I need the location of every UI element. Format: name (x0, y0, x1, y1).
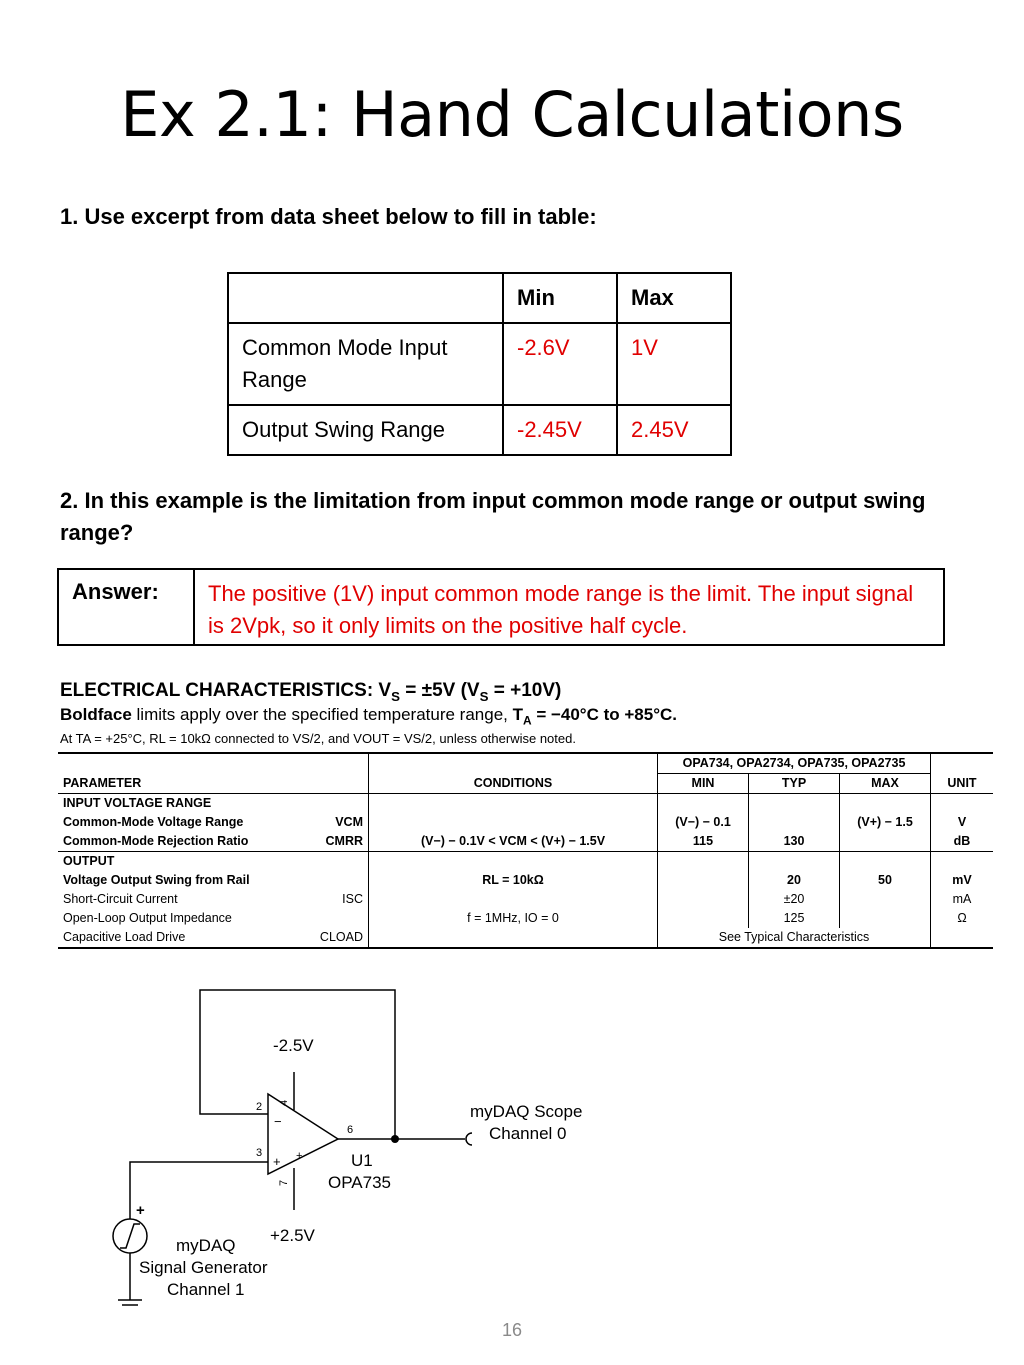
spec-section-input: INPUT VOLTAGE RANGE (58, 794, 993, 814)
row-max-value: 1V (617, 323, 731, 405)
generator-label-line2: Signal Generator (139, 1258, 268, 1277)
spec-row-cmrr: Common-Mode Rejection Ratio CMRR (V−) − 0.1V < VCM < (V+) − 1.5V 115 130 dB (58, 832, 993, 852)
answer-label: Answer: (59, 570, 195, 644)
spec-col-typ: TYP (749, 774, 840, 794)
spec-col-min: MIN (658, 774, 749, 794)
spec-row-isc: Short-Circuit Current ISC ±20 mA (58, 890, 993, 909)
question-2: 2. In this example is the limitation from input common mode range or output swing range? (60, 488, 926, 545)
pin4-label: 4 (278, 1099, 290, 1106)
scope-connector (466, 1133, 472, 1145)
inverting-input-sign: − (274, 1114, 282, 1129)
page-number: 16 (501, 1320, 523, 1340)
row-max-value: 2.45V (617, 405, 731, 455)
pin6-label: 6 (347, 1124, 354, 1136)
spec-col-unit: UNIT (947, 775, 977, 790)
spec-row-vos: Voltage Output Swing from Rail RL = 10kΩ 20 50 mV (58, 871, 993, 890)
answer-text: The positive (1V) input common mode range is the limit. The input signal is 2Vpk, so it only limits on the positive half cycle. (208, 581, 914, 638)
output-junction-dot (391, 1135, 399, 1143)
opamp-part-label: OPA735 (328, 1173, 392, 1192)
datasheet-heading: ELECTRICAL CHARACTERISTICS: $V_S = \pm 5V$ $(V_S = +10V)$ (60, 680, 562, 704)
row-label: Output Swing Range (228, 405, 503, 455)
generator-label-line1: myDAQ (176, 1236, 236, 1255)
question-1: 1. Use excerpt from data sheet below to fill in table: (60, 204, 597, 229)
generator-waveform (120, 1224, 140, 1248)
scope-label-line2: Channel 0 (489, 1124, 567, 1143)
supply-plus-mark: + (296, 1150, 303, 1162)
spec-row-cmvr: Common-Mode Voltage Range VCM (V−) − 0.1 (V+) − 1.5 V (58, 813, 993, 832)
generator-plus-sign: + (136, 1202, 145, 1219)
header-cell-min: Min (503, 273, 617, 323)
generator-label-line3: Channel 1 (167, 1280, 245, 1299)
row-label: Common Mode Input Range (228, 323, 503, 405)
spec-col-max: MAX (840, 774, 931, 794)
spec-row-cload: Capacitive Load Drive CLOAD See Typical Characteristics (58, 928, 993, 948)
datasheet-conditions-note: At TA = +25°C, RL = 10kΩ connected to VS/2, and VOUT = VS/2, unless otherwise noted. (60, 731, 576, 746)
spec-row-zout: Open-Loop Output Impedance f = 1MHz, IO = 0 125 Ω (58, 909, 993, 928)
slide-title: Ex 2.1: Hand Calculations (120, 78, 904, 151)
spec-col-conditions: CONDITIONS (369, 774, 658, 794)
feedback-wire (200, 990, 395, 1139)
datasheet-subheading: Boldface limits apply over the specified temperature range, $T_A = -40^\circ C$ to +85°C. (60, 705, 678, 728)
pin7-label: 7 (278, 1179, 290, 1186)
pos-supply-label: +2.5V (270, 1226, 315, 1245)
scope-label-line1: myDAQ Scope (470, 1102, 583, 1121)
header-cell-max: Max (617, 273, 731, 323)
neg-supply-label: -2.5V (273, 1036, 314, 1055)
spec-section-output: OUTPUT (58, 852, 993, 872)
row-min-value: -2.6V (503, 323, 617, 405)
row-min-value: -2.45V (503, 405, 617, 455)
spec-col-parameter: PARAMETER (58, 774, 369, 794)
opamp-ref-label: U1 (351, 1151, 373, 1170)
input-wire (130, 1162, 268, 1219)
pin3-label: 3 (256, 1147, 263, 1159)
pin2-label: 2 (256, 1101, 263, 1113)
noninverting-input-sign: + (273, 1154, 281, 1169)
spec-parts-header: OPA734, OPA2734, OPA735, OPA2735 (658, 753, 931, 774)
